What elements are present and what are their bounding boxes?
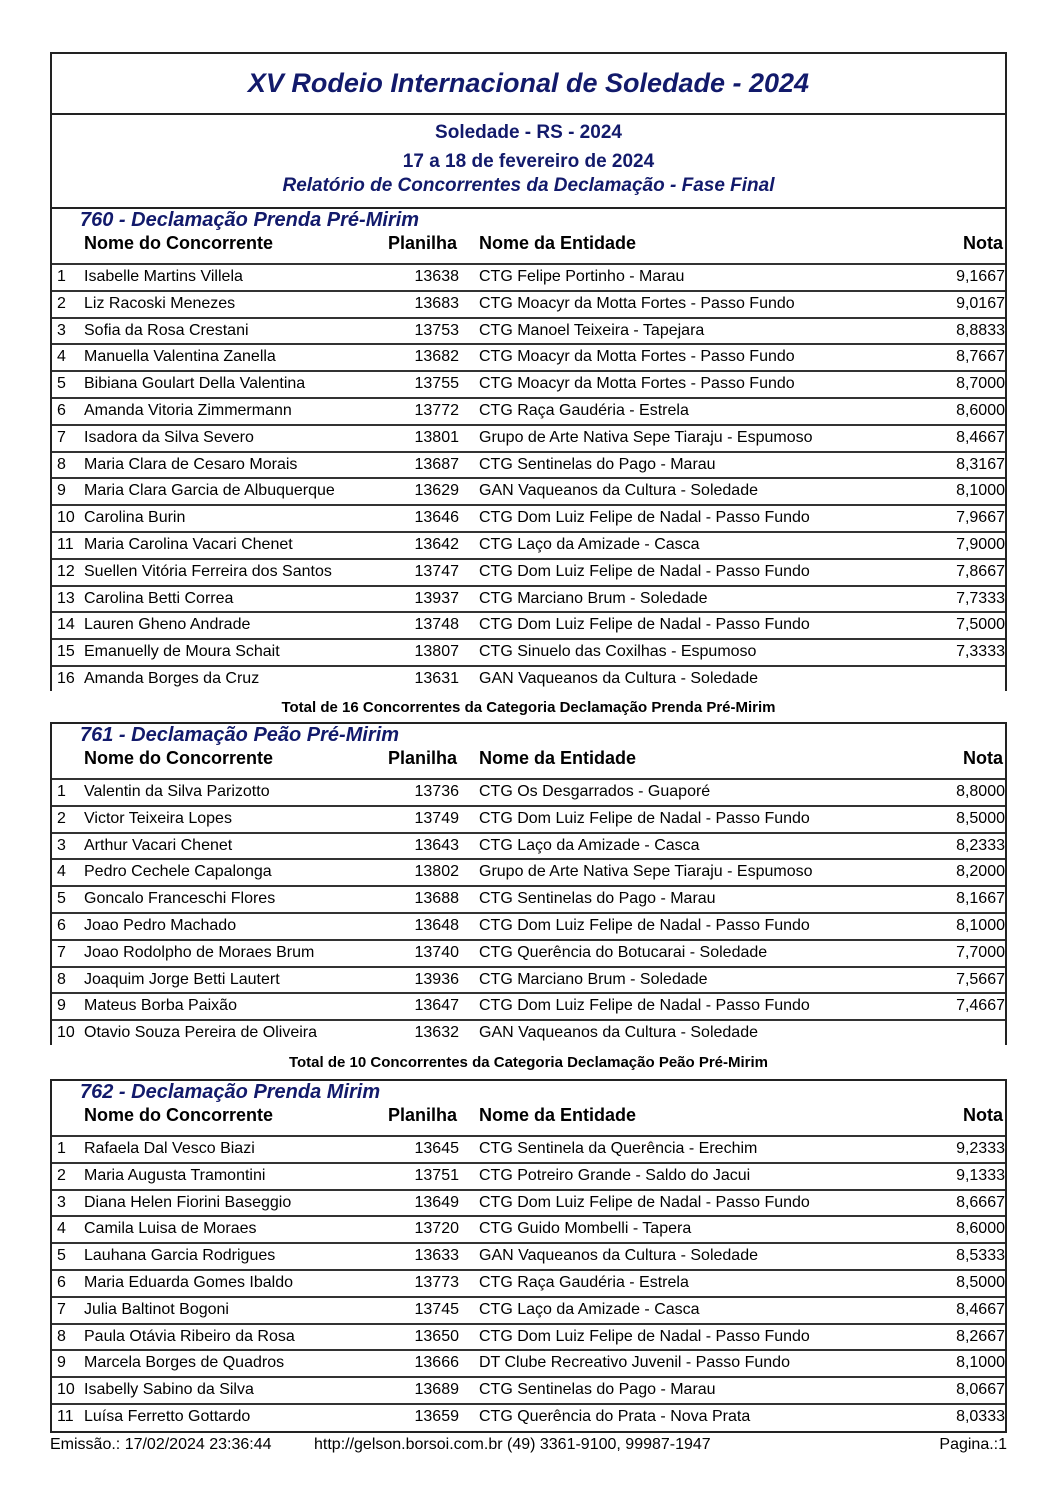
table-row [52, 451, 1005, 478]
column-header-name: Nome do Concorrente [84, 233, 274, 253]
contestant-name: Emanuelly de Moura Schait [84, 643, 280, 661]
table-row [52, 1019, 1005, 1046]
planilha-number: 13643 [414, 836, 459, 854]
table-row [52, 1269, 1005, 1296]
row-position: 9 [57, 1354, 66, 1372]
planilha-number: 13736 [414, 783, 459, 800]
contestant-name: Isabelle Martins Villela [84, 268, 243, 285]
table-row [52, 1323, 1005, 1350]
contestant-name: Bibiana Goulart Della Valentina [84, 375, 306, 393]
row-position: 9 [57, 997, 66, 1015]
entity-name: CTG Dom Luiz Felipe de Nadal - Passo Fundo [479, 1193, 810, 1211]
table-row [52, 558, 1005, 585]
planilha-number: 13748 [414, 616, 459, 634]
entity-name: CTG Laço da Amizade - Casca [479, 1300, 700, 1318]
planilha-number: 13740 [414, 943, 459, 961]
score: 8,1000 [956, 916, 1005, 934]
planilha-number: 13682 [414, 348, 459, 366]
score: 7,8667 [956, 562, 1005, 580]
entity-name: CTG Sentinela da Querência - Erechim [479, 1140, 758, 1157]
planilha-number: 13747 [414, 562, 459, 580]
row-position: 1 [57, 783, 66, 800]
contestant-name: Sofia da Rosa Crestani [84, 321, 249, 339]
planilha-number: 13649 [414, 1193, 459, 1211]
footer-contact-link[interactable]: http://gelson.borsoi.com.br (49) 3361-9100, 99987-1947 [314, 1436, 711, 1453]
entity-name: CTG Marciano Brum - Soledade [479, 589, 708, 607]
planilha-number: 13648 [414, 916, 459, 934]
contestant-name: Marcela Borges de Quadros [84, 1354, 285, 1372]
contestant-name: Arthur Vacari Chenet [84, 836, 233, 854]
entity-name: CTG Manoel Teixeira - Tapejara [479, 321, 705, 339]
entity-name: CTG Sentinelas do Pago - Marau [479, 455, 716, 473]
contestant-name: Luísa Ferretto Gottardo [84, 1407, 251, 1425]
contestant-name: Maria Clara Garcia de Albuquerque [84, 482, 335, 500]
column-header-nota: Nota [963, 748, 1003, 768]
score: 9,2333 [956, 1140, 1005, 1157]
contestant-name: Paula Otávia Ribeiro da Rosa [84, 1327, 295, 1345]
contestant-name: Otavio Souza Pereira de Oliveira [84, 1024, 317, 1042]
entity-name: CTG Dom Luiz Felipe de Nadal - Passo Fundo [479, 509, 810, 527]
row-position: 8 [57, 455, 66, 473]
row-position: 11 [57, 535, 74, 553]
report-title-box [50, 52, 1007, 115]
entity-name: CTG Os Desgarrados - Guaporé [479, 783, 711, 800]
row-position: 2 [57, 294, 66, 312]
score: 8,2667 [956, 1327, 1005, 1345]
entity-name: CTG Guido Mombelli - Tapera [479, 1220, 692, 1238]
contestant-name: Maria Augusta Tramontini [84, 1166, 266, 1184]
row-position: 1 [57, 1140, 66, 1157]
planilha-number: 13772 [414, 401, 459, 419]
contestant-name: Manuella Valentina Zanella [84, 348, 276, 366]
row-position: 6 [57, 1273, 66, 1291]
score: 8,3167 [956, 455, 1005, 473]
row-position: 5 [57, 375, 66, 393]
column-header-planilha: Planilha [387, 1105, 457, 1125]
contestant-name: Liz Racoski Menezes [84, 294, 236, 312]
row-position: 3 [57, 836, 66, 854]
table-row [52, 1135, 1005, 1162]
score: 8,1667 [956, 890, 1005, 908]
entity-name: CTG Raça Gaudéria - Estrela [479, 401, 689, 419]
score: 7,5000 [956, 616, 1005, 634]
contestant-name: Carolina Burin [84, 509, 186, 527]
table-row [52, 263, 1005, 290]
entity-name: CTG Moacyr da Motta Fortes - Passo Fundo [479, 348, 795, 366]
row-position: 1 [57, 268, 66, 285]
score: 8,2000 [956, 863, 1005, 881]
score: 8,8833 [956, 321, 1005, 339]
contestant-name: Amanda Vitoria Zimmermann [84, 401, 292, 419]
table-row [52, 1376, 1005, 1403]
contestant-name: Carolina Betti Correa [84, 589, 234, 607]
planilha-number: 13745 [414, 1300, 459, 1318]
report-dates: 17 a 18 de fevereiro de 2024 [402, 151, 655, 172]
score: 9,0167 [956, 294, 1005, 312]
table-row [52, 778, 1005, 805]
contestant-name: Joao Pedro Machado [84, 916, 237, 934]
score: 7,4667 [956, 997, 1005, 1015]
table-row [52, 858, 1005, 885]
score: 8,7667 [956, 348, 1005, 366]
contestant-name: Maria Eduarda Gomes Ibaldo [84, 1273, 293, 1291]
entity-name: DT Clube Recreativo Juvenil - Passo Fundo [479, 1354, 790, 1372]
contestant-name: Amanda Borges da Cruz [84, 669, 260, 687]
table-row [52, 611, 1005, 638]
row-position: 4 [57, 348, 66, 366]
entity-name: CTG Marciano Brum - Soledade [479, 970, 708, 988]
score: 8,6667 [956, 1193, 1005, 1211]
score: 8,4667 [956, 1300, 1005, 1318]
row-position: 5 [57, 890, 66, 908]
entity-name: CTG Querência do Prata - Nova Prata [479, 1407, 751, 1425]
category-title: 762 - Declamação Prenda Mirim [80, 1081, 381, 1103]
planilha-number: 13633 [414, 1247, 459, 1265]
entity-name: CTG Dom Luiz Felipe de Nadal - Passo Fundo [479, 997, 810, 1015]
table-body [52, 263, 1005, 692]
contestant-name: Lauhana Garcia Rodrigues [84, 1247, 276, 1265]
table-row [52, 992, 1005, 1019]
contestant-name: Goncalo Franceschi Flores [84, 890, 276, 908]
planilha-number: 13773 [414, 1273, 459, 1291]
row-position: 9 [57, 482, 66, 500]
table-row [52, 912, 1005, 939]
column-header-planilha: Planilha [387, 748, 457, 768]
planilha-number: 13937 [414, 589, 459, 607]
row-position: 8 [57, 970, 66, 988]
table-row [52, 885, 1005, 912]
entity-name: Grupo de Arte Nativa Sepe Tiaraju - Espumoso [479, 863, 813, 881]
planilha-number: 13642 [414, 535, 459, 553]
score: 7,7000 [956, 943, 1005, 961]
entity-name: CTG Dom Luiz Felipe de Nadal - Passo Fundo [479, 1327, 810, 1345]
row-position: 6 [57, 401, 66, 419]
planilha-number: 13687 [414, 455, 459, 473]
contestant-name: Rafaela Dal Vesco Biazi [84, 1140, 255, 1157]
score: 8,4667 [956, 428, 1005, 446]
planilha-number: 13720 [414, 1220, 459, 1238]
category-total: Total de 10 Concorrentes da Categoria Declamação Peão Pré-Mirim [288, 1054, 769, 1071]
planilha-number: 13936 [414, 970, 459, 988]
score: 8,1000 [956, 1354, 1005, 1372]
planilha-number: 13646 [414, 509, 459, 527]
category-section-760 [50, 207, 1007, 691]
table-row [52, 1403, 1005, 1430]
row-position: 8 [57, 1327, 66, 1345]
entity-name: CTG Dom Luiz Felipe de Nadal - Passo Fundo [479, 809, 810, 827]
score: 8,6000 [956, 401, 1005, 419]
contestant-name: Valentin da Silva Parizotto [84, 783, 270, 800]
entity-name: CTG Dom Luiz Felipe de Nadal - Passo Fundo [479, 616, 810, 634]
entity-name: CTG Laço da Amizade - Casca [479, 535, 700, 553]
table-row [52, 370, 1005, 397]
score: 9,1667 [956, 268, 1005, 285]
planilha-number: 13755 [414, 375, 459, 393]
entity-name: CTG Potreiro Grande - Saldo do Jacui [479, 1166, 751, 1184]
table-row [52, 1349, 1005, 1376]
row-position: 16 [57, 669, 75, 687]
score: 8,5000 [956, 1273, 1005, 1291]
table-row [52, 1242, 1005, 1269]
footer-divider [50, 1431, 1007, 1433]
table-row [52, 504, 1005, 531]
score: 9,1333 [956, 1166, 1005, 1184]
entity-name: CTG Moacyr da Motta Fortes - Passo Fundo [479, 375, 795, 393]
planilha-number: 13632 [414, 1024, 459, 1042]
row-position: 4 [57, 863, 66, 881]
column-header-name: Nome do Concorrente [84, 1105, 274, 1125]
entity-name: CTG Sentinelas do Pago - Marau [479, 890, 716, 908]
score: 8,1000 [956, 482, 1005, 500]
table-row [52, 531, 1005, 558]
footer-emissao: Emissão.: 17/02/2024 23:36:44 [50, 1436, 272, 1453]
planilha-number: 13801 [414, 428, 459, 446]
row-position: 3 [57, 1193, 66, 1211]
score: 8,0333 [956, 1407, 1005, 1425]
planilha-number: 13749 [414, 809, 459, 827]
entity-name: GAN Vaqueanos da Cultura - Soledade [479, 1024, 758, 1042]
contestant-name: Joao Rodolpho de Moraes Brum [84, 943, 315, 961]
score: 8,0667 [956, 1381, 1005, 1399]
score: 8,7000 [956, 375, 1005, 393]
report-description: Relatório de Concorrentes da Declamação - Fase Final [282, 175, 775, 196]
row-position: 3 [57, 321, 66, 339]
planilha-number: 13688 [414, 890, 459, 908]
planilha-number: 13650 [414, 1327, 459, 1345]
row-position: 6 [57, 916, 66, 934]
report-subheader [50, 113, 1007, 209]
score: 7,9667 [956, 509, 1005, 527]
column-header-planilha: Planilha [387, 233, 457, 253]
score: 7,5667 [956, 970, 1005, 988]
table-row [52, 966, 1005, 993]
table-body [52, 778, 1005, 1046]
entity-name: GAN Vaqueanos da Cultura - Soledade [479, 482, 758, 500]
contestant-name: Isadora da Silva Severo [84, 428, 254, 446]
category-title: 761 - Declamação Peão Pré-Mirim [80, 724, 400, 746]
table-row [52, 397, 1005, 424]
planilha-number: 13647 [414, 997, 459, 1015]
table-row [52, 638, 1005, 665]
row-position: 15 [57, 643, 75, 661]
category-total: Total de 16 Concorrentes da Categoria Declamação Prenda Pré-Mirim [281, 699, 776, 716]
column-header-entidade: Nome da Entidade [479, 1105, 637, 1125]
row-position: 5 [57, 1247, 66, 1265]
planilha-number: 13629 [414, 482, 459, 500]
entity-name: CTG Felipe Portinho - Marau [479, 268, 685, 285]
planilha-number: 13753 [414, 321, 459, 339]
column-header-entidade: Nome da Entidade [479, 233, 637, 253]
table-row [52, 585, 1005, 612]
table-row [52, 290, 1005, 317]
table-row [52, 832, 1005, 859]
planilha-number: 13631 [414, 669, 459, 687]
score: 7,3333 [956, 643, 1005, 661]
contestant-name: Isabelly Sabino da Silva [84, 1381, 254, 1399]
row-position: 7 [57, 428, 66, 446]
entity-name: CTG Raça Gaudéria - Estrela [479, 1273, 689, 1291]
table-row [52, 343, 1005, 370]
row-position: 10 [57, 509, 75, 527]
row-position: 2 [57, 1166, 66, 1184]
row-position: 14 [57, 616, 75, 634]
table-row [52, 665, 1005, 692]
table-row [52, 317, 1005, 344]
entity-name: CTG Sinuelo das Coxilhas - Espumoso [479, 643, 757, 661]
contestant-name: Lauren Gheno Andrade [84, 616, 251, 634]
contestant-name: Maria Carolina Vacari Chenet [84, 535, 293, 553]
planilha-number: 13802 [414, 863, 459, 881]
table-row [52, 805, 1005, 832]
contestant-name: Joaquim Jorge Betti Lautert [84, 970, 280, 988]
planilha-number: 13645 [414, 1140, 459, 1157]
contestant-name: Victor Teixeira Lopes [84, 809, 232, 827]
contestant-name: Camila Luisa de Moraes [84, 1220, 257, 1238]
table-row [52, 939, 1005, 966]
report-title: XV Rodeio Internacional de Soledade - 2024 [247, 68, 810, 98]
contestant-name: Maria Clara de Cesaro Morais [84, 455, 298, 473]
score: 8,2333 [956, 836, 1005, 854]
table-row [52, 1189, 1005, 1216]
contestant-name: Pedro Cechele Capalonga [84, 863, 272, 881]
score: 8,5333 [956, 1247, 1005, 1265]
footer-page-number: Pagina.:1 [939, 1436, 1007, 1453]
entity-name: GAN Vaqueanos da Cultura - Soledade [479, 669, 758, 687]
row-position: 11 [57, 1407, 74, 1425]
report-location: Soledade - RS - 2024 [435, 122, 622, 143]
score: 8,8000 [956, 783, 1005, 800]
planilha-number: 13666 [414, 1354, 459, 1372]
row-position: 10 [57, 1381, 75, 1399]
table-row [52, 1162, 1005, 1189]
contestant-name: Suellen Vitória Ferreira dos Santos [84, 562, 332, 580]
entity-name: CTG Querência do Botucarai - Soledade [479, 943, 768, 961]
entity-name: CTG Moacyr da Motta Fortes - Passo Fundo [479, 294, 795, 312]
table-row [52, 1296, 1005, 1323]
planilha-number: 13683 [414, 294, 459, 312]
column-header-name: Nome do Concorrente [84, 748, 274, 768]
planilha-number: 13807 [414, 643, 459, 661]
contestant-name: Julia Baltinot Bogoni [84, 1300, 229, 1318]
table-row [52, 477, 1005, 504]
category-title: 760 - Declamação Prenda Pré-Mirim [80, 209, 420, 231]
row-position: 4 [57, 1220, 66, 1238]
table-row [52, 424, 1005, 451]
row-position: 13 [57, 589, 75, 607]
score: 7,7333 [956, 589, 1005, 607]
score: 8,6000 [956, 1220, 1005, 1238]
entity-name: Grupo de Arte Nativa Sepe Tiaraju - Espumoso [479, 428, 813, 446]
table-row [52, 1215, 1005, 1242]
planilha-number: 13751 [414, 1166, 459, 1184]
row-position: 2 [57, 809, 66, 827]
category-section-762 [50, 1079, 1007, 1431]
column-header-entidade: Nome da Entidade [479, 748, 637, 768]
contestant-name: Mateus Borba Paixão [84, 997, 237, 1015]
table-body [52, 1135, 1005, 1430]
entity-name: GAN Vaqueanos da Cultura - Soledade [479, 1247, 758, 1265]
row-position: 7 [57, 943, 66, 961]
category-section-761 [50, 722, 1007, 1045]
score: 7,9000 [956, 535, 1005, 553]
contestant-name: Diana Helen Fiorini Baseggio [84, 1193, 292, 1211]
planilha-number: 13638 [414, 268, 459, 285]
row-position: 7 [57, 1300, 66, 1318]
planilha-number: 13659 [414, 1407, 459, 1425]
entity-name: CTG Laço da Amizade - Casca [479, 836, 700, 854]
column-header-nota: Nota [963, 233, 1003, 253]
entity-name: CTG Sentinelas do Pago - Marau [479, 1381, 716, 1399]
score: 8,5000 [956, 809, 1005, 827]
row-position: 10 [57, 1024, 75, 1042]
entity-name: CTG Dom Luiz Felipe de Nadal - Passo Fundo [479, 916, 810, 934]
row-position: 12 [57, 562, 75, 580]
entity-name: CTG Dom Luiz Felipe de Nadal - Passo Fundo [479, 562, 810, 580]
column-header-nota: Nota [963, 1105, 1003, 1125]
planilha-number: 13689 [414, 1381, 459, 1399]
